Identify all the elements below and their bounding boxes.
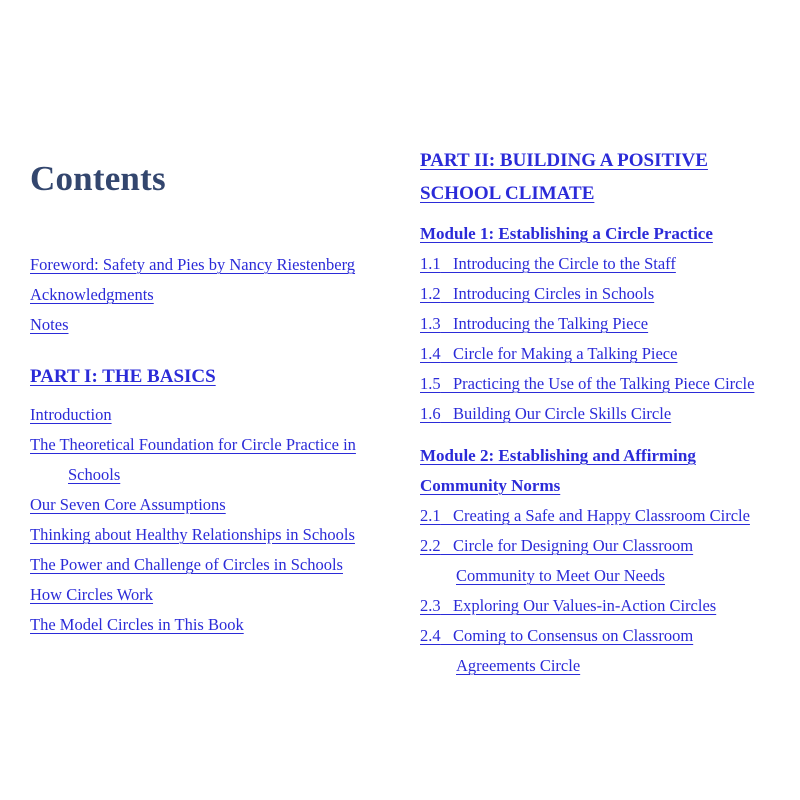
- toc-link-1-1[interactable]: [420, 254, 676, 273]
- toc-item: [420, 339, 772, 369]
- module-1-links: [420, 249, 772, 429]
- part-2-heading: [420, 144, 760, 210]
- front-matter-links: [30, 250, 410, 340]
- number-gap: [441, 254, 453, 273]
- toc-link-foreword[interactable]: Foreword: Safety and Pies by Nancy Riestenberg: [30, 255, 356, 274]
- toc-item: [420, 369, 772, 399]
- module-1-heading: [420, 219, 752, 249]
- number-gap: [441, 626, 453, 645]
- toc-item: [30, 580, 410, 610]
- toc-link-1-6[interactable]: [420, 404, 671, 423]
- section-title: Circle for Making a Talking Piece: [453, 344, 678, 363]
- section-number: 2.1: [420, 506, 441, 525]
- toc-link-power-and-challenge[interactable]: The Power and Challenge of Circles in Schools: [30, 555, 343, 574]
- number-gap: [441, 314, 453, 333]
- section-title: Creating a Safe and Happy Classroom Circle: [453, 506, 750, 525]
- toc-link-how-circles-work[interactable]: How Circles Work: [30, 585, 154, 604]
- section-number: 2.3: [420, 596, 441, 615]
- section-number: 1.1: [420, 254, 441, 273]
- toc-item: [30, 280, 410, 310]
- toc-item: [420, 531, 740, 591]
- number-gap: [441, 284, 453, 303]
- toc-link-1-2[interactable]: [420, 284, 654, 303]
- toc-link-model-circles[interactable]: The Model Circles in This Book: [30, 615, 244, 634]
- number-gap: [441, 536, 453, 555]
- toc-link-module-1[interactable]: Module 1: Establishing a Circle Practice: [420, 224, 713, 243]
- toc-item: [30, 520, 410, 550]
- toc-link-acknowledgments[interactable]: Acknowledgments: [30, 285, 154, 304]
- section-title: Exploring Our Values-in-Action Circles: [453, 596, 717, 615]
- toc-link-1-3[interactable]: [420, 314, 648, 333]
- section-title: Introducing the Talking Piece: [453, 314, 649, 333]
- page-title: Contents: [30, 159, 166, 198]
- toc-link-2-2[interactable]: [420, 536, 693, 585]
- section-title: Circle for Designing Our Classroom Community to Meet Our Needs: [453, 536, 694, 585]
- toc-item: [30, 400, 410, 430]
- section-number: 1.2: [420, 284, 441, 303]
- section-number: 1.3: [420, 314, 441, 333]
- number-gap: [441, 596, 453, 615]
- number-gap: [441, 344, 453, 363]
- toc-link-introduction[interactable]: Introduction: [30, 405, 112, 424]
- part-1-links: [30, 400, 410, 640]
- toc-link-theoretical-foundation[interactable]: The Theoretical Foundation for Circle Practice in Schools: [30, 435, 356, 484]
- section-title: Coming to Consensus on Classroom Agreements Circle: [453, 626, 694, 675]
- toc-item: [30, 310, 410, 340]
- section-number: 2.2: [420, 536, 441, 555]
- module-2-heading: [420, 441, 752, 501]
- toc-item: [30, 430, 410, 490]
- toc-link-1-4[interactable]: [420, 344, 677, 363]
- toc-item: [420, 591, 772, 621]
- toc-item: [420, 279, 772, 309]
- section-title: Introducing the Circle to the Staff: [453, 254, 676, 273]
- section-number: 1.5: [420, 374, 441, 393]
- toc-item: [420, 309, 772, 339]
- section-number: 2.4: [420, 626, 441, 645]
- section-number: 1.6: [420, 404, 441, 423]
- section-title: Practicing the Use of the Talking Piece Circle: [453, 374, 755, 393]
- toc-link-2-3[interactable]: [420, 596, 716, 615]
- toc-link-module-2[interactable]: Module 2: Establishing and Affirming Community Norms: [420, 446, 696, 495]
- section-title: Building Our Circle Skills Circle: [453, 404, 672, 423]
- toc-link-healthy-relationships[interactable]: Thinking about Healthy Relationships in Schools: [30, 525, 355, 544]
- number-gap: [441, 404, 453, 423]
- toc-link-notes[interactable]: Notes: [30, 315, 69, 334]
- toc-item: [420, 249, 772, 279]
- toc-item: [420, 621, 740, 681]
- number-gap: [441, 506, 453, 525]
- toc-item: [30, 550, 410, 580]
- part-1-heading: [30, 362, 410, 392]
- toc-link-2-4[interactable]: [420, 626, 693, 675]
- toc-item: [420, 399, 772, 429]
- toc-link-part-1[interactable]: PART I: THE BASICS: [30, 366, 216, 387]
- toc-item: [30, 250, 410, 280]
- toc-left-column: [30, 157, 410, 640]
- toc-item: [420, 501, 772, 531]
- toc-item: [30, 610, 410, 640]
- toc-link-1-5[interactable]: [420, 374, 754, 393]
- section-title: Introducing Circles in Schools: [453, 284, 655, 303]
- toc-link-seven-core-assumptions[interactable]: Our Seven Core Assumptions: [30, 495, 226, 514]
- toc-right-column: [420, 144, 772, 681]
- toc-link-2-1[interactable]: [420, 506, 750, 525]
- section-number: 1.4: [420, 344, 441, 363]
- toc-link-part-2[interactable]: PART II: BUILDING A POSITIVE SCHOOL CLIMATE: [420, 150, 708, 204]
- module-2-links: [420, 501, 772, 681]
- number-gap: [441, 374, 453, 393]
- toc-item: [30, 490, 410, 520]
